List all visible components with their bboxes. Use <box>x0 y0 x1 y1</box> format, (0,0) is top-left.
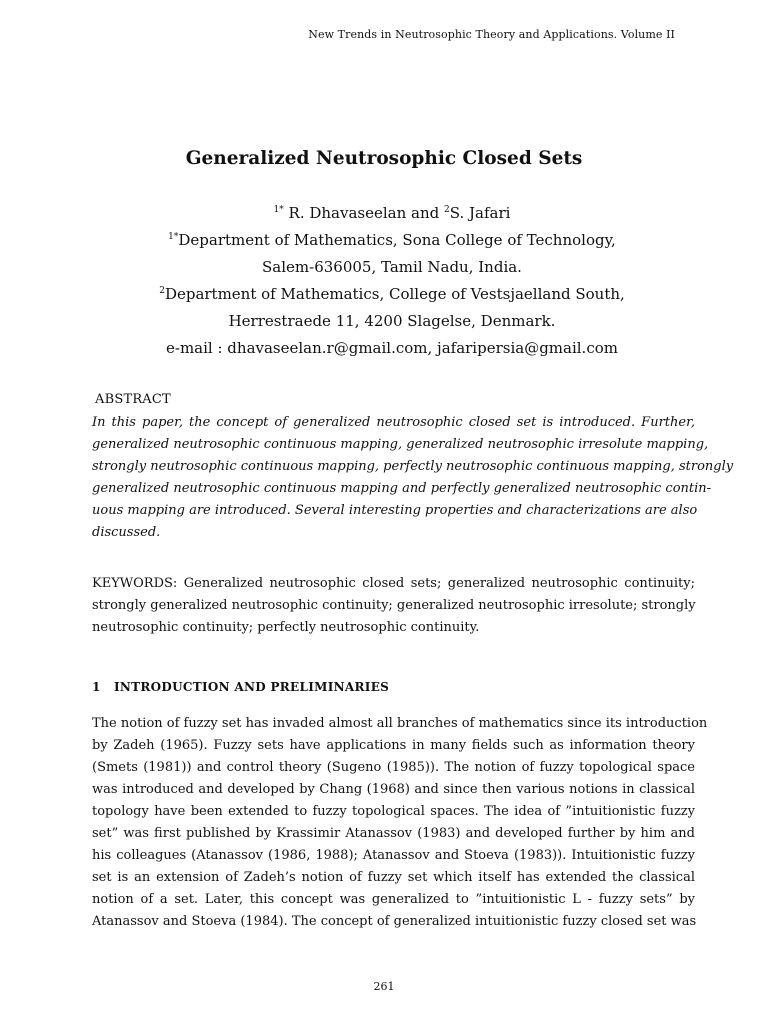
intro-line: topology have been extended to fuzzy topological spaces. The idea of ”intuitionistic fuzzy <box>92 804 695 819</box>
affiliation2-superscript: 2 <box>159 286 165 296</box>
section-title: INTRODUCTION AND PRELIMINARIES <box>114 680 390 694</box>
intro-line: by Zadeh (1965). Fuzzy sets have applications in many fields such as information theory <box>92 738 695 753</box>
author1-superscript: 1* <box>273 205 284 215</box>
abstract-line: generalized neutrosophic continuous mapping, generalized neutrosophic irresolute mapping, <box>92 437 709 452</box>
affiliation1-line2: Salem-636005, Tamil Nadu, India. <box>262 258 522 276</box>
intro-paragraph <box>92 713 708 933</box>
section-number: 1 <box>92 680 101 694</box>
intro-line: his colleagues (Atanassov (1986, 1988); Atanassov and Stoeva (1983)). Intuitionistic fuzzy <box>92 848 695 863</box>
author-line <box>0 200 768 227</box>
intro-line: Atanassov and Stoeva (1984). The concept of generalized intuitionistic fuzzy closed set was <box>92 914 697 929</box>
abstract-line: In this paper, the concept of generalized neutrosophic closed set is introduced. Further, <box>92 415 695 430</box>
page-number: 261 <box>373 980 395 993</box>
section-heading <box>92 680 389 694</box>
intro-line: (Smets (1981)) and control theory (Sugeno (1985)). The notion of fuzzy topological space <box>92 760 695 775</box>
running-head: New Trends in Neutrosophic Theory and Applications. Volume II <box>308 28 675 41</box>
abstract-line: generalized neutrosophic continuous mapping and perfectly generalized neutrosophic contin- <box>92 481 712 496</box>
affiliation2-line2: Herrestraede 11, 4200 Slagelse, Denmark. <box>228 312 556 330</box>
paper-title: Generalized Neutrosophic Closed Sets <box>185 148 583 169</box>
author2-superscript: 2 <box>444 205 450 215</box>
affiliation2-line1 <box>0 281 768 308</box>
keywords-line: neutrosophic continuity; perfectly neutrosophic continuity. <box>92 620 480 635</box>
abstract-body <box>92 412 734 544</box>
abstract-heading: ABSTRACT <box>95 392 171 407</box>
intro-line: set” was first published by Krassimir Atanassov (1983) and developed further by him and <box>92 826 695 841</box>
abstract-line: uous mapping are introduced. Several interesting properties and characterizations are also <box>92 503 698 518</box>
affiliation1-superscript: 1* <box>168 232 179 242</box>
affiliation1-line1 <box>0 227 768 254</box>
author2-name: S. Jafari <box>449 204 511 222</box>
keywords-paragraph <box>92 573 695 639</box>
intro-line: notion of a set. Later, this concept was generalized to ”intuitionistic L - fuzzy sets” by <box>92 892 695 907</box>
intro-line: set is an extension of Zadeh’s notion of fuzzy set which itself has extended the classical <box>92 870 695 885</box>
keywords-line: KEYWORDS: Generalized neutrosophic closed sets; generalized neutrosophic continuity; <box>92 576 695 591</box>
intro-line: The notion of fuzzy set has invaded almost all branches of mathematics since its introduction <box>92 716 708 731</box>
email-line: e-mail : dhavaseelan.r@gmail.com, jafaripersia@gmail.com <box>166 339 618 357</box>
author-block <box>0 200 768 362</box>
abstract-line: discussed. <box>92 525 161 540</box>
affiliation2-text1: Department of Mathematics, College of Vestsjaelland South, <box>164 285 625 303</box>
intro-line: was introduced and developed by Chang (1968) and since then various notions in classical <box>92 782 695 797</box>
abstract-line: strongly neutrosophic continuous mapping, perfectly neutrosophic continuous mapping, strongly <box>92 459 734 474</box>
affiliation1-text1: Department of Mathematics, Sona College of Technology, <box>178 231 616 249</box>
author1-name: R. Dhavaseelan and <box>283 204 445 222</box>
keywords-line: strongly generalized neutrosophic continuity; generalized neutrosophic irresolute; strongly <box>92 598 696 613</box>
